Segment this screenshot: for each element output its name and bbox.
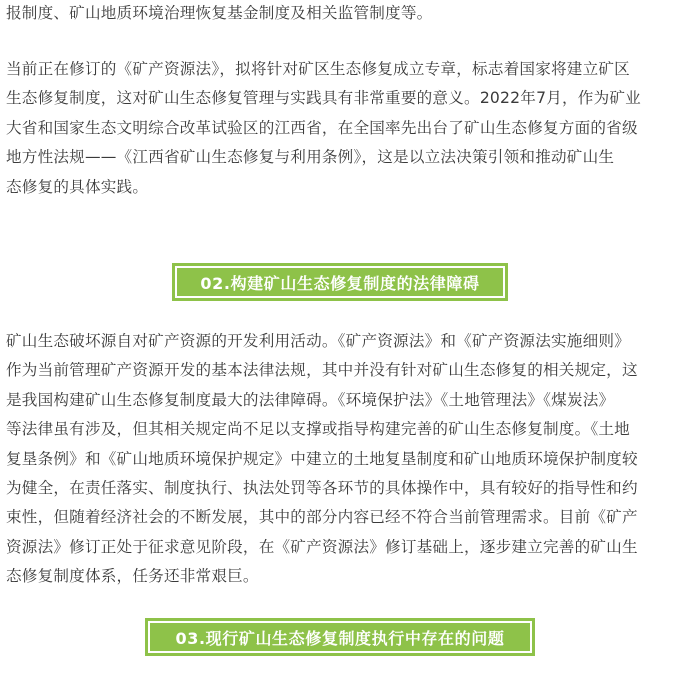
paragraph-line: 是我国构建矿山生态修复制度最大的法律障碍。《环境保护法》《土地管理法》《煤炭法》 [6, 390, 615, 409]
section-heading-02 [0, 263, 680, 301]
paragraph-line: 作为当前管理矿产资源开发的基本法律法规，其中并没有针对矿山生态修复的相关规定，这 [6, 361, 638, 380]
paragraph-line: 矿山生态破坏源自对矿产资源的开发利用活动。《矿产资源法》和《矿产资源法实施细则》 [6, 332, 630, 350]
section-heading-text: 03.现行矿山生态修复制度执行中存在的问题 [148, 621, 532, 653]
paragraph-line: 当前正在修订的《矿产资源法》，拟将针对矿区生态修复成立专章，标志着国家将建立矿区 [6, 60, 630, 78]
paragraph-line: 态修复的具体实践。 [6, 177, 149, 196]
paragraph-line: 地方性法规——《江西省矿山生态修复与利用条例》，这是以立法决策引领和推动矿山生 [6, 148, 615, 167]
paragraph-line: 等法律虽有涉及，但其相关规定尚不足以支撑或指导构建完善的矿山生态修复制度。《土地 [6, 420, 630, 439]
section-heading-box [172, 263, 508, 301]
paragraph-line: 束性，但随着经济社会的不断发展，其中的部分内容已经不符合当前管理需求。目前《矿产 [6, 508, 638, 527]
section-heading-box [145, 618, 535, 656]
paragraph-line: 态修复制度体系，任务还非常艰巨。 [6, 567, 259, 586]
paragraph-line: 大省和国家生态文明综合改革试验区的江西省，在全国率先出台了矿山生态修复方面的省级 [6, 118, 638, 137]
paragraph-line: 复垦条例》和《矿山地质环境保护规定》中建立的土地复垦制度和矿山地质环境保护制度较 [6, 449, 638, 468]
paragraph-line: 报制度、矿山地质环境治理恢复基金制度及相关监管制度等。 [6, 4, 433, 22]
section-heading-text: 02.构建矿山生态修复制度的法律障碍 [175, 266, 505, 298]
section-heading-03 [0, 618, 680, 656]
paragraph-line: 资源法》修订正处于征求意见阶段，在《矿产资源法》修订基础上，逐步建立完善的矿山生 [6, 537, 638, 556]
paragraph-line: 生态修复制度，这对矿山生态修复管理与实践具有非常重要的意义。2022年7月，作为矿业 [6, 89, 641, 108]
paragraph-intro-tail [6, 0, 432, 28]
paragraph-legal-obstacles [6, 327, 638, 592]
paragraph-law-revision [6, 55, 641, 202]
paragraph-line: 为健全，在责任落实、制度执行、执法处罚等各环节的具体操作中，具有较好的指导性和约 [6, 478, 638, 497]
